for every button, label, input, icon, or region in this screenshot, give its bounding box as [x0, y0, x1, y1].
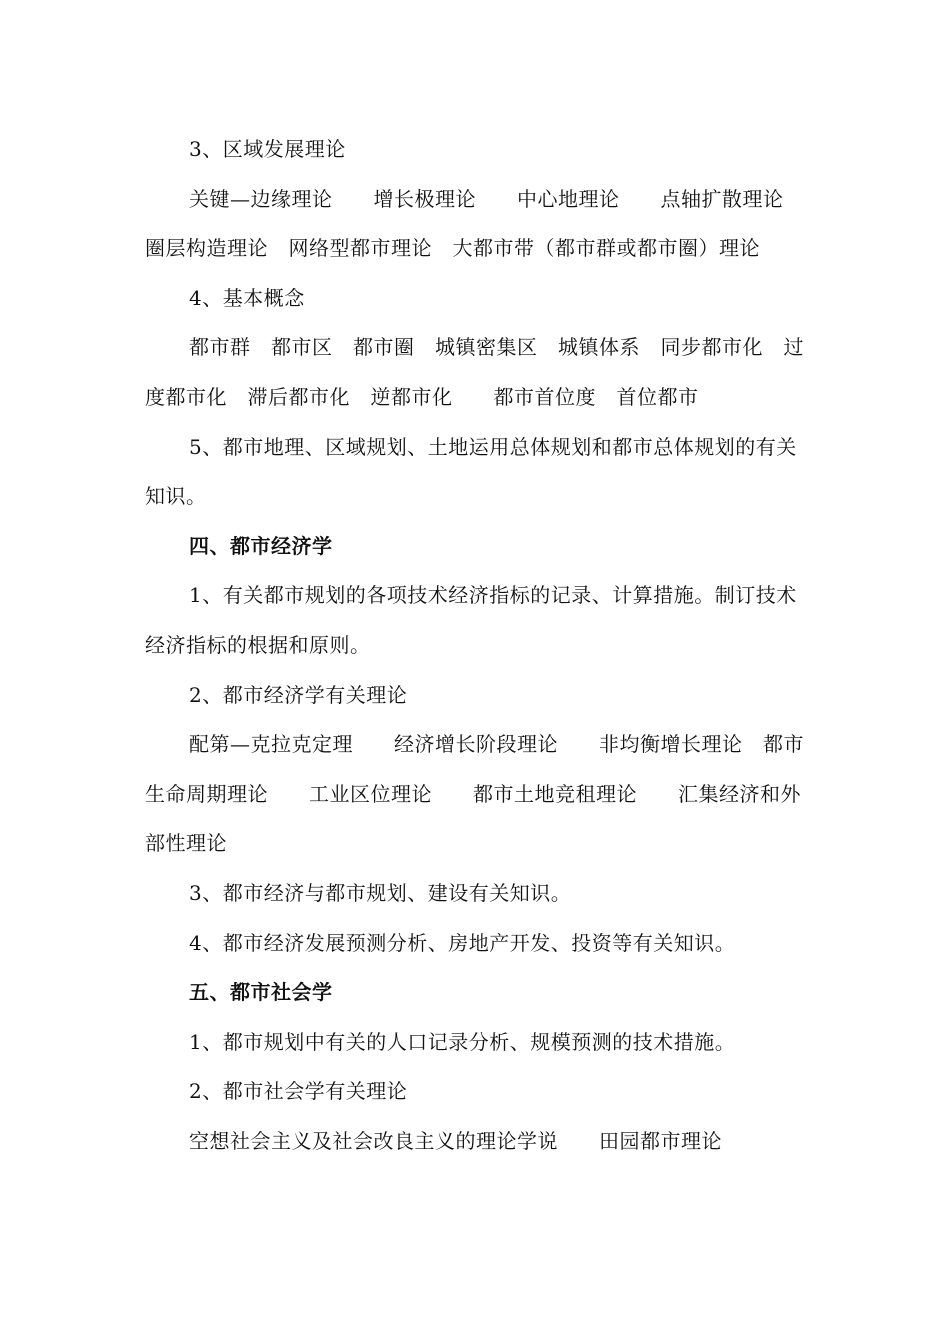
economics-theory-list: 配第—克拉克定理 经济增长阶段理论 非均衡增长理论 都市生命周期理论 工业区位理论 都市土地竞租理论 汇集经济和外部性理论: [145, 732, 804, 856]
section-4-basic-concepts: 4、基本概念: [189, 285, 305, 310]
sociology-item-1: 1、都市规划中有关的人口记录分析、规模预测的技术措施。: [189, 1029, 736, 1054]
regional-theory-list: 关键—边缘理论 增长极理论 中心地理论 点轴扩散理论 圈层构造理论 网络型都市理论 大都市带（都市群或都市圈）理论: [145, 186, 804, 261]
basic-concepts-list: 都市群 都市区 都市圈 城镇密集区 城镇体系 同步都市化 过度都市化 滞后都市化 逆都市化 都市首位度 首位都市: [145, 335, 804, 409]
document-page: [145, 125, 810, 1166]
section-3-regional-theory: 3、区域发展理论: [189, 137, 346, 161]
sociology-item-2: 2、都市社会学有关理论: [189, 1079, 408, 1104]
economics-item-3: 3、都市经济与都市规划、建设有关知识。: [189, 880, 572, 905]
heading-urban-economics: 四、都市经济学: [189, 533, 333, 558]
section-5-knowledge: 5、都市地理、区域规划、土地运用总体规划和都市总体规划的有关知识。: [145, 434, 797, 509]
economics-item-2: 2、都市经济学有关理论: [189, 682, 408, 707]
sociology-theory-list: 空想社会主义及社会改良主义的理论学说 田园都市理论: [189, 1128, 722, 1153]
economics-item-4: 4、都市经济发展预测分析、房地产开发、投资等有关知识。: [189, 930, 736, 955]
heading-urban-sociology: 五、都市社会学: [189, 980, 333, 1005]
economics-item-1: 1、有关都市规划的各项技术经济指标的记录、计算措施。制订技术经济指标的根据和原则。: [145, 583, 797, 657]
